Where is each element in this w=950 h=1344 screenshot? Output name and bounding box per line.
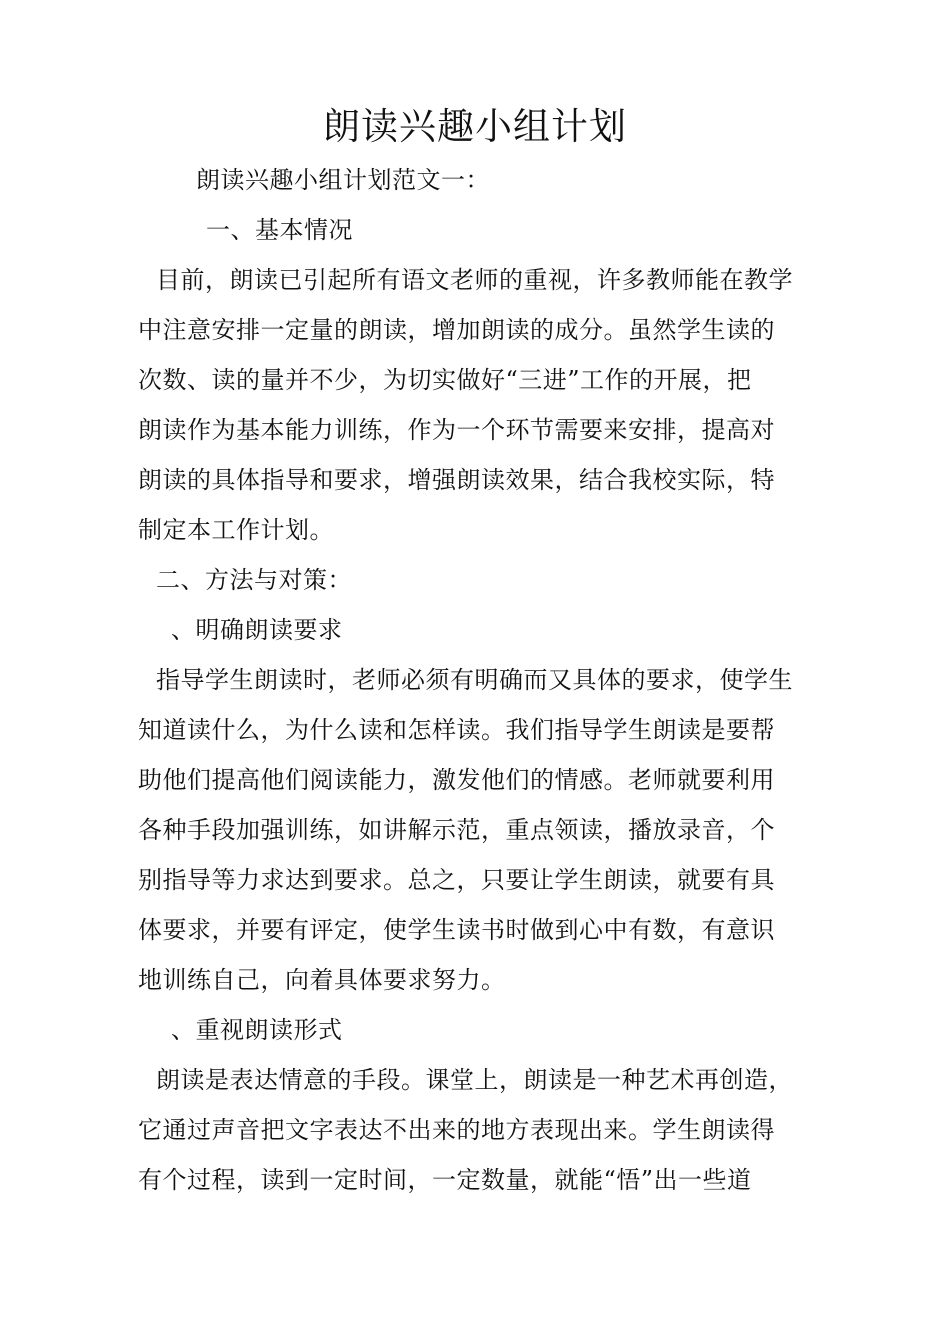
paragraph-line: 别指导等力求达到要求。总之，只要让学生朗读，就要有具 <box>138 866 775 894</box>
paragraph-line: 朗读作为基本能力训练，作为一个环节需要来安排，提高对 <box>138 416 775 444</box>
subheading-reading-forms: 、重视朗读形式 <box>171 1016 343 1044</box>
document-title: 朗读兴趣小组计划 <box>323 105 627 148</box>
paragraph-line: 中注意安排一定量的朗读，增加朗读的成分。虽然学生读的 <box>138 316 775 344</box>
paragraph-line: 各种手段加强训练，如讲解示范，重点领读，播放录音，个 <box>138 816 775 844</box>
paragraph-line: 助他们提高他们阅读能力，激发他们的情感。老师就要利用 <box>138 766 775 794</box>
paragraph-line: 制定本工作计划。 <box>138 516 334 544</box>
sample-heading: 朗读兴趣小组计划范文一： <box>196 166 490 194</box>
paragraph-line: 目前，朗读已引起所有语文老师的重视，许多教师能在教学 <box>156 266 793 294</box>
paragraph-line: 体要求，并要有评定，使学生读书时做到心中有数，有意识 <box>138 916 775 944</box>
paragraph-line: 朗读的具体指导和要求，增强朗读效果，结合我校实际，特 <box>138 466 775 494</box>
paragraph-line: 指导学生朗读时，老师必须有明确而又具体的要求，使学生 <box>156 666 793 694</box>
section-heading-methods: 二、方法与对策： <box>156 566 352 594</box>
paragraph-line: 地训练自己，向着具体要求努力。 <box>138 966 506 994</box>
paragraph-line: 知道读什么，为什么读和怎样读。我们指导学生朗读是要帮 <box>138 716 775 744</box>
subheading-clear-requirements: 、明确朗读要求 <box>171 616 343 644</box>
paragraph-line: 有个过程，读到一定时间，一定数量，就能“悟”出一些道 <box>138 1166 752 1194</box>
section-heading-basic-situation: 一、基本情况 <box>206 216 353 244</box>
paragraph-line: 它通过声音把文字表达不出来的地方表现出来。学生朗读得 <box>138 1116 775 1144</box>
paragraph-line: 朗读是表达情意的手段。课堂上，朗读是一种艺术再创造， <box>156 1066 793 1094</box>
paragraph-line: 次数、读的量并不少，为切实做好“三进”工作的开展，把 <box>138 366 752 394</box>
